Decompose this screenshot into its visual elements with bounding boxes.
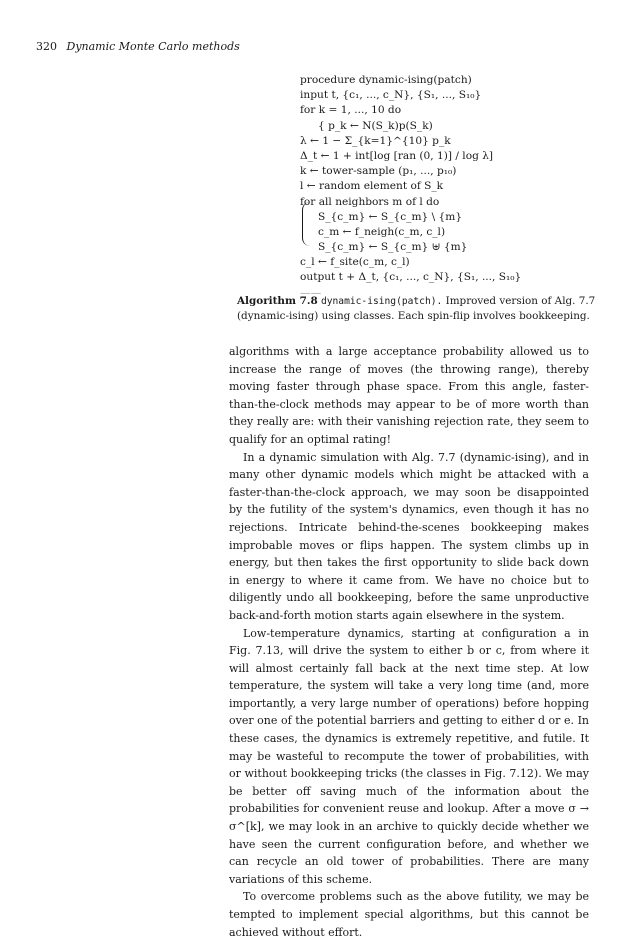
algo-line: c_m ← f_neigh(c_m, c_l) — [318, 225, 446, 238]
algo-line: for all neighbors m of l do — [300, 195, 440, 208]
caption-code: dynamic-ising(patch). — [320, 296, 443, 307]
algo-line: l ← random element of S_k — [300, 180, 444, 193]
algo-line: for k = 1, ..., 10 do — [300, 104, 402, 117]
algorithm-block — [300, 73, 521, 301]
paragraph: Low-temperature dynamics, starting at configuration a in Fig. 7.13, will drive the system to either b or c, from where it will almost certainly fall back at the next time step. At low temperature, the system will take a very long time (and, more importantly, a very large number of operations) before hopping over one of the potential barriers and getting to either d or e. In these cases, the dynamics is extremely repetitive, and futile. It may be wasteful to recompute the tower of probabilities, with or without bookkeeping tricks (the classes in Fig. 7.12). We may be better off saving much of the information about the probabilities for convenient reuse and lookup. After a move σ → σ^[k], we may look in an archive to quickly decide whether we have seen the current configuration before, and whether we can recycle an old tower of probabilities. There are many variations of this scheme. — [229, 626, 589, 886]
algo-end-rule: —— — [300, 286, 322, 299]
algo-line: S_{c_m} ← S_{c_m} \ {m} — [318, 210, 463, 223]
algo-line: k ← tower-sample (p₁, ..., p₁₀) — [300, 165, 457, 178]
algo-line: output t + Δ_t, {c₁, ..., c_N}, {S₁, ..., S₁₀} — [300, 271, 522, 284]
algo-line: { p_k ← N(S_k)p(S_k) — [318, 119, 433, 132]
algo-line: S_{c_m} ← S_{c_m} ⊎ {m} — [318, 241, 468, 254]
algorithm-caption — [237, 294, 597, 324]
caption-label: Algorithm 7.8 — [237, 295, 318, 307]
algo-line: λ ← 1 − Σ_{k=1}^{10} p_k — [300, 134, 451, 147]
paragraph: In a dynamic simulation with Alg. 7.7 (dynamic-ising), and in many other dynamic models which might be attacked with a faster-than-the-clock approach, we may soon be disappointed by the futility of the system's dynamics, even though it has no rejections. Intricate behind-the-scenes bookkeeping makes improbable moves or flips happen. The system climbs up in energy, but then takes the first opportunity to slide back down in energy to where it came from. We have no choice but to diligently undo all bookkeeping, before the same unproductive back-and-forth motion starts again elsewhere in the system. — [229, 450, 589, 622]
algo-line: input t, {c₁, ..., c_N}, {S₁, ..., S₁₀} — [300, 89, 482, 102]
page-number: 320 — [36, 40, 57, 53]
running-header — [36, 40, 240, 53]
paragraph: To overcome problems such as the above futility, we may be tempted to implement special algorithms, but this cannot be achieved without effort. — [229, 890, 589, 939]
running-title: Dynamic Monte Carlo methods — [66, 40, 240, 53]
algo-line: c_l ← f_site(c_m, c_l) — [300, 256, 410, 269]
algo-line: Δ_t ← 1 + int[log [ran (0, 1)] / log λ] — [300, 149, 494, 162]
body-text — [229, 343, 589, 941]
caption-text: Improved version of Alg. 7.7 (dynamic-ising) using classes. Each spin-flip involves bookkeeping. — [237, 295, 596, 322]
algo-line: procedure dynamic-ising(patch) — [300, 74, 472, 86]
paragraph: algorithms with a large acceptance probability allowed us to increase the range of moves (the throwing range), thereby moving faster through phase space. From this angle, faster-than-the-clock methods may appear to be of more worth than they really are: with their vanishing rejection rate, they seem to qualify for an optimal rating! — [229, 345, 589, 446]
